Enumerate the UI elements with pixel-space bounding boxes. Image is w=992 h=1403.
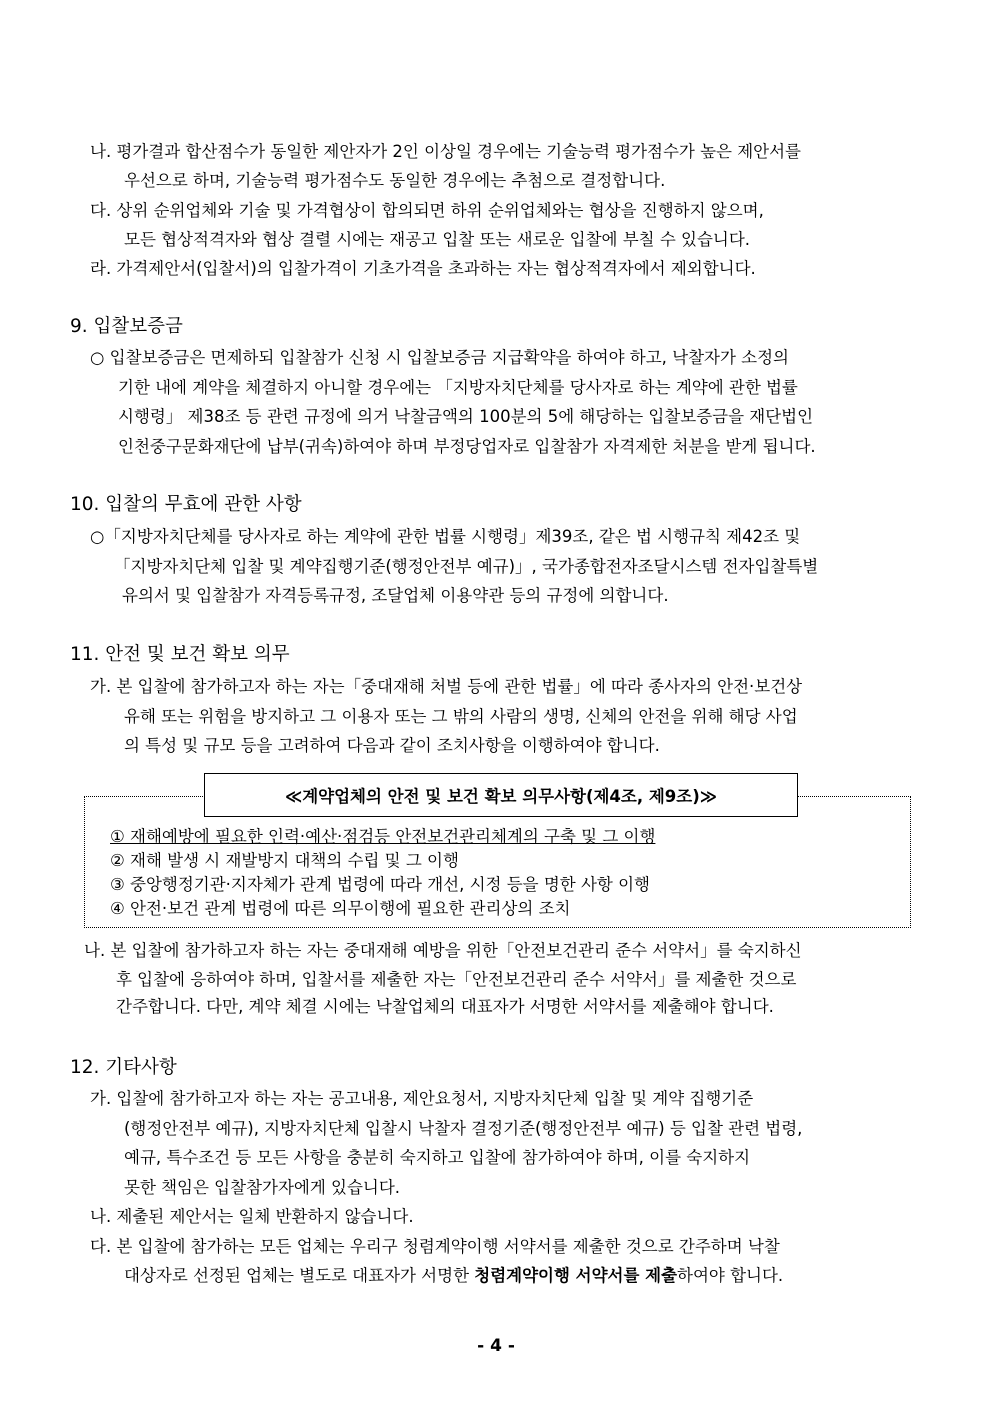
obligation-item-1: ① 재해예방에 필요한 인력·예산·점검등 안전보건관리체계의 구축 및 그 이행 <box>110 827 656 846</box>
obligation-item-4: ④ 안전·보건 관계 법령에 따른 의무이행에 필요한 관리상의 조치 <box>110 899 571 918</box>
section9-line4: 인천중구문화재단에 납부(귀속)하여야 하며 부정당업자로 입찰참가 자격제한 처분을 받게 됩니다. <box>118 437 816 456</box>
section9-line2: 기한 내에 계약을 체결하지 아니할 경우에는 「지방자치단체를 당사자로 하는 계약에 관한 법률 <box>118 378 798 397</box>
section11-ga-line1: 가. 본 입찰에 참가하고자 하는 자는「중대재해 처벌 등에 관한 법률」에 따라 종사자의 안전·보건상 <box>90 677 803 696</box>
section9-line3: 시행령」 제38조 등 관련 규정에 의거 낙찰금액의 100분의 5에 해당하는 입찰보증금을 재단법인 <box>118 407 814 426</box>
section11-title: 11. 안전 및 보건 확보 의무 <box>70 644 290 665</box>
section8-na-line1: 나. 평가결과 합산점수가 동일한 제안자가 2인 이상일 경우에는 기술능력 평가점수가 높은 제안서를 <box>90 142 801 161</box>
section12-ga-line3: 예규, 특수조건 등 모든 사항을 충분히 숙지하고 입찰에 참가하여야 하며, 이를 숙지하지 <box>124 1148 751 1167</box>
section12-da-line2-prefix: 대상자로 선정된 업체는 별도로 대표자가 서명한 <box>124 1266 475 1285</box>
section12-da-line1: 다. 본 입찰에 참가하는 모든 업체는 우리구 청렴계약이행 서약서를 제출한 것으로 간주하며 낙찰 <box>90 1237 780 1256</box>
section12-ga-line1: 가. 입찰에 참가하고자 하는 자는 공고내용, 제안요청서, 지방자치단체 입찰 및 계약 집행기준 <box>90 1089 754 1108</box>
section12-title: 12. 기타사항 <box>70 1057 177 1078</box>
page-number: - 4 - <box>477 1336 515 1356</box>
section11-na-line1: 나. 본 입찰에 참가하고자 하는 자는 중대재해 예방을 위한「안전보건관리 준수 서약서」를 숙지하신 <box>84 941 802 960</box>
section12-ga-line4: 못한 책임은 입찰참가자에게 있습니다. <box>124 1178 401 1197</box>
section11-na-line3: 간주합니다. 다만, 계약 체결 시에는 낙찰업체의 대표자가 서명한 서약서를 제출해야 합니다. <box>116 997 774 1016</box>
section12-da-line2-bold: 청렴계약이행 서약서를 제출 <box>474 1266 678 1285</box>
section11-na-line2: 후 입찰에 응하여야 하며, 입찰서를 제출한 자는「안전보건관리 준수 서약서」를 제출한 것으로 <box>116 970 797 989</box>
section9-title: 9. 입찰보증금 <box>70 316 183 337</box>
section10-line2: 「지방자치단체 입찰 및 계약집행기준(행정안전부 예규)」, 국가종합전자조달시스템 전자입찰특별 <box>114 557 819 576</box>
section12-da-line2-suffix: 하여야 합니다. <box>677 1266 784 1285</box>
section8-da-line1: 다. 상위 순위업체와 기술 및 가격협상이 합의되면 하위 순위업체와는 협상을 진행하지 않으며, <box>90 201 764 220</box>
section10-line3: 유의서 및 입찰참가 자격등록규정, 조달업체 이용약관 등의 규정에 의합니다. <box>122 586 669 605</box>
obligation-item-2: ② 재해 발생 시 재발방지 대책의 수립 및 그 이행 <box>110 851 459 870</box>
section12-ga-line2: (행정안전부 예규), 지방자치단체 입찰시 낙찰자 결정기준(행정안전부 예규) 등 입찰 관련 법령, <box>124 1119 803 1138</box>
section8-na-line2: 우선으로 하며, 기술능력 평가점수도 동일한 경우에는 추첨으로 결정합니다. <box>124 171 666 190</box>
section9-line1: ○ 입찰보증금은 면제하되 입찰참가 신청 시 입찰보증금 지급확약을 하여야 하고, 낙찰자가 소정의 <box>90 348 789 367</box>
section10-line1: ○「지방자치단체를 당사자로 하는 계약에 관한 법률 시행령」제39조, 같은 법 시행규칙 제42조 및 <box>90 527 801 546</box>
obligations-box-title: ≪계약업체의 안전 및 보건 확보 의무사항(제4조, 제9조)≫ <box>204 773 798 817</box>
section10-title: 10. 입찰의 무효에 관한 사항 <box>70 494 302 515</box>
section12-da-line2 <box>124 1265 783 1287</box>
obligation-item-3: ③ 중앙행정기관·지자체가 관계 법령에 따라 개선, 시정 등을 명한 사항 이행 <box>110 875 650 894</box>
section11-ga-line2: 유해 또는 위험을 방지하고 그 이용자 또는 그 밖의 사람의 생명, 신체의 안전을 위해 해당 사업 <box>124 707 798 726</box>
section12-na-line: 나. 제출된 제안서는 일체 반환하지 않습니다. <box>90 1207 414 1226</box>
section8-ra-line1: 라. 가격제안서(입찰서)의 입찰가격이 기초가격을 초과하는 자는 협상적격자에서 제외합니다. <box>90 259 756 278</box>
section11-ga-line3: 의 특성 및 규모 등을 고려하여 다음과 같이 조치사항을 이행하여야 합니다. <box>124 736 660 755</box>
section8-da-line2: 모든 협상적격자와 협상 결렬 시에는 재공고 입찰 또는 새로운 입찰에 부칠 수 있습니다. <box>124 230 751 249</box>
